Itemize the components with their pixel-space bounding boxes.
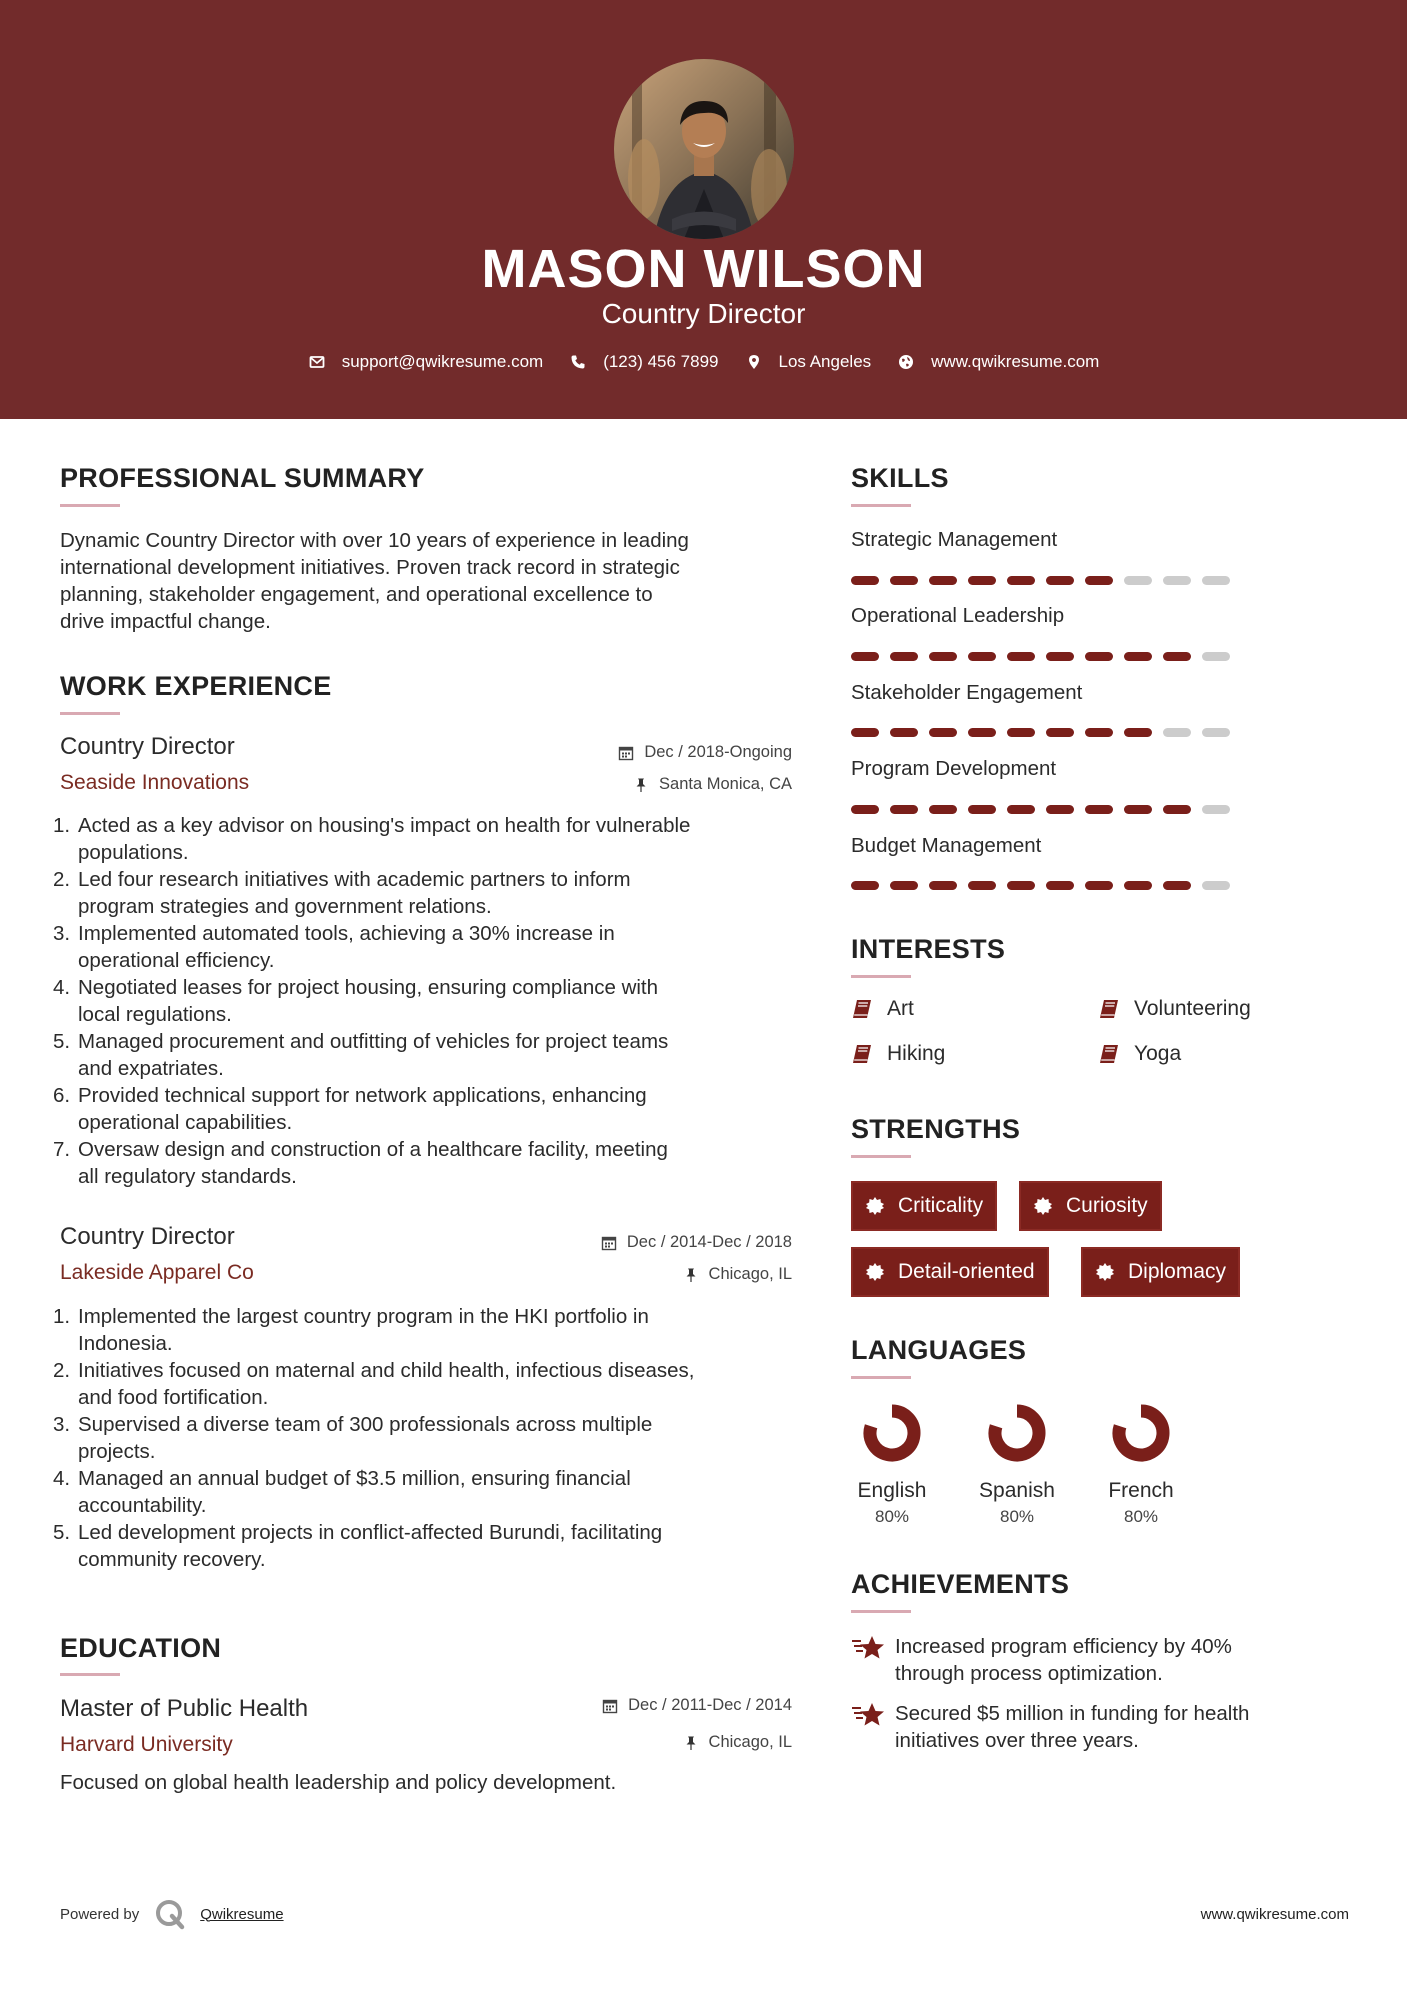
calendar-icon <box>601 1235 617 1251</box>
skill-dot-filled <box>1046 805 1074 814</box>
skill-dot-filled <box>968 805 996 814</box>
job-title: Country Director <box>60 1223 235 1250</box>
language-ring-arc <box>1119 1411 1163 1455</box>
skill-name: Operational Leadership <box>851 604 1065 627</box>
skill-dot-filled <box>890 805 918 814</box>
skill-dot-empty <box>1163 728 1191 737</box>
achievements-heading: ACHIEVEMENTS <box>851 1569 1070 1599</box>
skill-dot-filled <box>1007 652 1035 661</box>
skill-name: Strategic Management <box>851 528 1058 551</box>
education-heading: EDUCATION <box>60 1633 222 1663</box>
pushpin-icon <box>683 1267 699 1283</box>
candidate-role: Country Director <box>601 298 806 329</box>
star-icon <box>851 1633 885 1663</box>
list-item: 4. Managed an annual budget of $3.5 million, ensuring financial accountability. <box>53 1467 631 1517</box>
summary-rule <box>60 504 120 507</box>
book-icon <box>851 1043 873 1065</box>
job-location: Chicago, IL <box>683 1265 792 1284</box>
skill-dot-filled <box>890 576 918 585</box>
strengths-rule <box>851 1155 911 1158</box>
badge-icon <box>865 1196 885 1216</box>
skill-dot-filled <box>929 805 957 814</box>
language-item: English 80% <box>842 1401 942 1527</box>
skill-dot-filled <box>851 805 879 814</box>
list-item: 1. Implemented the largest country program in the HKI portfolio in Indonesia. <box>53 1305 649 1355</box>
skill-dot-filled <box>1007 881 1035 890</box>
skill-dot-filled <box>851 652 879 661</box>
list-item: 4. Negotiated leases for project housing, ensuring compliance with local regulations. <box>53 976 659 1026</box>
skills-rule <box>851 504 911 507</box>
pushpin-icon <box>683 1735 699 1751</box>
interest-item: Art <box>851 997 914 1021</box>
list-item: 5. Led development projects in conflict-affected Burundi, facilitating community recovery. <box>53 1521 663 1571</box>
contact-location <box>745 352 872 372</box>
language-ring-arc <box>870 1411 914 1455</box>
pushpin-icon <box>633 777 649 793</box>
language-item: Spanish 80% <box>967 1401 1067 1527</box>
skill-dot-filled <box>1085 576 1113 585</box>
qwikresume-link[interactable]: Qwikresume <box>200 1905 284 1923</box>
summary-text: Dynamic Country Director with over 10 years of experience in leading international development initiatives. Proven track record in strategic planning, stakeholder engagement, and operational excellence to drive impactful change. <box>60 529 689 633</box>
interest-item: Hiking <box>851 1042 945 1066</box>
skill-meter <box>851 881 1241 890</box>
skill-dot-filled <box>1163 652 1191 661</box>
envelope-icon <box>308 353 326 371</box>
experience-rule <box>60 712 120 715</box>
map-pin-icon <box>745 353 763 371</box>
globe-icon <box>897 353 915 371</box>
skill-meter <box>851 652 1241 661</box>
job-title: Country Director <box>60 733 235 760</box>
strength-chip: Curiosity <box>1019 1181 1162 1231</box>
list-item: 5. Managed procurement and outfitting of vehicles for project teams and expatriates. <box>53 1030 669 1080</box>
skill-dot-filled <box>1124 728 1152 737</box>
skill-dot-filled <box>929 576 957 585</box>
interests-rule <box>851 975 911 978</box>
skill-dot-empty <box>1202 728 1230 737</box>
summary-heading: PROFESSIONAL SUMMARY <box>60 463 425 493</box>
languages-heading: LANGUAGES <box>851 1335 1027 1365</box>
skill-dot-empty <box>1202 881 1230 890</box>
education-date: Dec / 2011-Dec / 2014 <box>602 1696 792 1715</box>
list-item: 7. Oversaw design and construction of a healthcare facility, meeting all regulatory standards. <box>53 1138 668 1188</box>
list-item: 2. Initiatives focused on maternal and child health, infectious diseases, and food fortification. <box>53 1359 695 1409</box>
skill-dot-filled <box>929 881 957 890</box>
skill-dot-filled <box>968 652 996 661</box>
education-location: Chicago, IL <box>683 1733 792 1752</box>
language-ring-arc <box>995 1411 1039 1455</box>
list-item: 3. Supervised a diverse team of 300 professionals across multiple projects. <box>53 1413 653 1463</box>
profile-photo <box>614 59 794 239</box>
book-icon <box>851 998 873 1020</box>
job-date: Dec / 2014-Dec / 2018 <box>601 1233 792 1252</box>
languages-rule <box>851 1376 911 1379</box>
skill-dot-filled <box>1007 576 1035 585</box>
badge-icon <box>1095 1262 1115 1282</box>
skill-dot-filled <box>890 881 918 890</box>
star-icon <box>851 1700 885 1730</box>
footer-website-link[interactable]: www.qwikresume.com <box>1200 1906 1349 1923</box>
skill-dot-empty <box>1163 576 1191 585</box>
skill-dot-filled <box>1046 881 1074 890</box>
job-bullets <box>53 812 792 1190</box>
strength-chip: Detail-oriented <box>851 1247 1049 1297</box>
resume-header <box>0 0 1407 419</box>
badge-icon <box>865 1262 885 1282</box>
language-ring <box>1109 1401 1173 1465</box>
education-rule <box>60 1673 120 1676</box>
achievement-item: Secured $5 million in funding for health initiatives over three years. <box>851 1700 1249 1754</box>
contact-phone-text: (123) 456 7899 <box>603 352 719 371</box>
contact-phone[interactable] <box>569 352 718 372</box>
powered-by-label: Powered by <box>60 1905 140 1923</box>
contact-email-text: support@qwikresume.com <box>341 352 544 371</box>
skill-dot-filled <box>890 652 918 661</box>
skill-dot-filled <box>968 881 996 890</box>
achievements-rule <box>851 1610 911 1613</box>
skill-name: Stakeholder Engagement <box>851 681 1083 704</box>
skill-dot-filled <box>1007 805 1035 814</box>
skill-dot-filled <box>1163 805 1191 814</box>
strength-chip: Diplomacy <box>1081 1247 1240 1297</box>
skill-dot-filled <box>1163 881 1191 890</box>
achievement-item: Increased program efficiency by 40% through process optimization. <box>851 1633 1232 1687</box>
skill-dot-filled <box>968 728 996 737</box>
list-item: 6. Provided technical support for network applications, enhancing operational capabilities. <box>53 1084 647 1134</box>
calendar-icon <box>602 1698 618 1714</box>
experience-heading: WORK EXPERIENCE <box>60 671 332 701</box>
skill-dot-filled <box>1046 652 1074 661</box>
skill-dot-filled <box>1124 881 1152 890</box>
job-bullets <box>53 1303 792 1573</box>
skill-dot-filled <box>1085 728 1113 737</box>
skill-dot-filled <box>968 576 996 585</box>
skill-dot-filled <box>851 728 879 737</box>
job-company: Lakeside Apparel Co <box>60 1261 254 1284</box>
qwikresume-logo-icon <box>154 1898 186 1930</box>
skill-meter <box>851 805 1241 814</box>
skill-dot-filled <box>1085 881 1113 890</box>
strengths-heading: STRENGTHS <box>851 1114 1021 1144</box>
contact-website-text: www.qwikresume.com <box>931 352 1100 371</box>
interest-item: Volunteering <box>1098 997 1251 1021</box>
skill-dot-filled <box>1124 652 1152 661</box>
skill-dot-filled <box>1085 652 1113 661</box>
skill-name: Program Development <box>851 757 1057 780</box>
book-icon <box>1098 998 1120 1020</box>
list-item: 1. Acted as a key advisor on housing's impact on health for vulnerable populations. <box>53 814 691 864</box>
school-name: Harvard University <box>60 1733 233 1756</box>
job-location: Santa Monica, CA <box>633 775 792 794</box>
skill-dot-filled <box>929 728 957 737</box>
degree-title: Master of Public Health <box>60 1695 309 1722</box>
strength-chip: Criticality <box>851 1181 997 1231</box>
list-item: 2. Led four research initiatives with academic partners to inform program strategies and government relations. <box>53 868 631 918</box>
skill-dot-filled <box>851 576 879 585</box>
language-ring <box>985 1401 1049 1465</box>
skills-heading: SKILLS <box>851 463 949 493</box>
skill-dot-empty <box>1202 576 1230 585</box>
skill-name: Budget Management <box>851 834 1042 857</box>
skill-dot-empty <box>1202 805 1230 814</box>
skill-dot-filled <box>1007 728 1035 737</box>
language-ring <box>860 1401 924 1465</box>
footer-powered-by <box>60 1898 284 1930</box>
skill-dot-filled <box>1124 805 1152 814</box>
book-icon <box>1098 1043 1120 1065</box>
skill-dot-empty <box>1124 576 1152 585</box>
education-description: Focused on global health leadership and policy development. <box>60 1771 617 1794</box>
skill-dot-filled <box>1085 805 1113 814</box>
skill-dot-filled <box>1046 576 1074 585</box>
skill-dot-filled <box>1046 728 1074 737</box>
skill-dot-filled <box>890 728 918 737</box>
job-date: Dec / 2018-Ongoing <box>618 743 792 762</box>
interest-item: Yoga <box>1098 1042 1181 1066</box>
interests-heading: INTERESTS <box>851 934 1006 964</box>
contact-email[interactable] <box>308 352 544 372</box>
list-item: 3. Implemented automated tools, achieving a 30% increase in operational efficiency. <box>53 922 615 972</box>
calendar-icon <box>618 745 634 761</box>
skill-meter <box>851 576 1241 585</box>
job-company: Seaside Innovations <box>60 771 250 794</box>
contact-location-text: Los Angeles <box>778 352 872 371</box>
skill-dot-filled <box>851 881 879 890</box>
skill-dot-empty <box>1202 652 1230 661</box>
phone-icon <box>569 353 587 371</box>
contact-website[interactable] <box>897 352 1099 372</box>
badge-icon <box>1033 1196 1053 1216</box>
candidate-name: MASON WILSON <box>481 239 926 299</box>
contact-bar <box>0 352 1407 372</box>
skill-meter <box>851 728 1241 737</box>
skill-dot-filled <box>929 652 957 661</box>
language-item: French 80% <box>1091 1401 1191 1527</box>
